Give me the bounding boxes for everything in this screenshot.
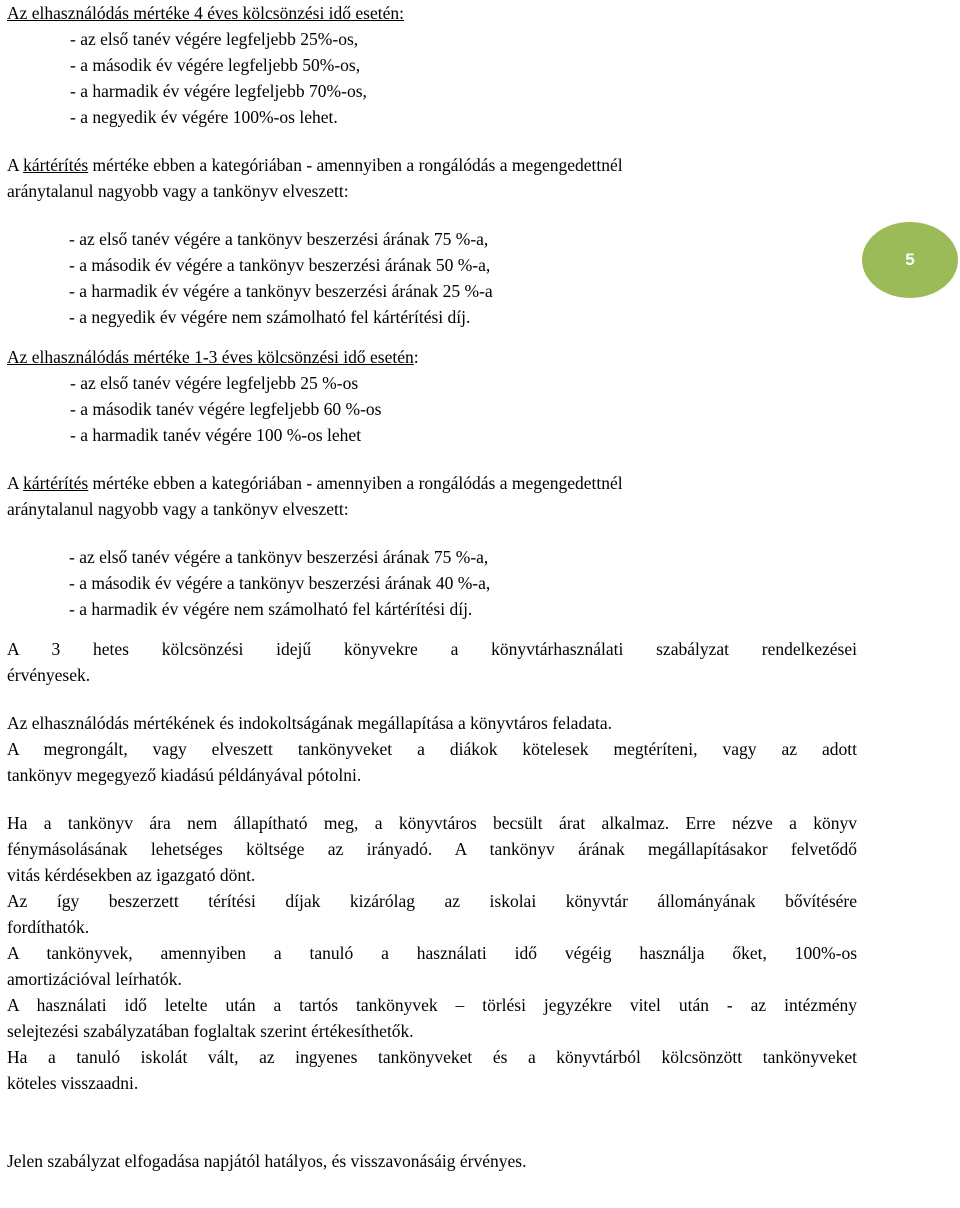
paragraph-damaged-books: A megrongált, vagy elveszett tankönyveket a diákok kötelesek megtéríteni, vagy az adott xyxy=(7,739,857,759)
section2-comp-item-2: - a második év végére a tankönyv beszerzési árának 40 %-a, xyxy=(69,573,491,593)
section1-item-1: - az első tanév végére legfeljebb 25%-os, xyxy=(70,29,359,49)
paragraph-amortization-line1: A tankönyvek, amennyiben a tanuló a használati idő végéig használja őket, 100%-os xyxy=(7,943,857,963)
paragraph-fees-line1: Az így beszerzett térítési díjak kizárólag az iskolai könyvtár állományának bővítésére xyxy=(7,891,857,911)
final-statement: Jelen szabályzat elfogadása napjától hatályos, és visszavonásáig érvényes. xyxy=(7,1151,527,1171)
section2-item-1: - az első tanév végére legfeljebb 25 %-os xyxy=(70,373,359,393)
section2-compensation-line1: A kártérítés mértéke ebben a kategóriában - amennyiben a rongálódás a megengedettnél xyxy=(7,473,623,493)
paragraph-school-change-line1: Ha a tanuló iskolát vált, az ingyenes tankönyveket és a könyvtárból kölcsönzött tankönyveket xyxy=(7,1047,857,1067)
paragraph-durable-line2: selejtezési szabályzatában foglaltak szerint értékesíthetők. xyxy=(7,1021,414,1041)
paragraph-durable-line1: A használati idő letelte után a tartós tankönyvek – törlési jegyzékre vitel után - az intézmény xyxy=(7,995,857,1015)
section2-comp-item-3: - a harmadik év végére nem számolható fel kártérítési díj. xyxy=(69,599,473,619)
section2-comp-item-1: - az első tanév végére a tankönyv beszerzési árának 75 %-a, xyxy=(69,547,489,567)
kartérítés-term: kártérítés xyxy=(23,155,89,175)
kartérítés-term-2: kártérítés xyxy=(23,473,89,493)
paragraph-3-weeks: A 3 hetes kölcsönzési idejű könyvekre a könyvtárhasználati szabályzat rendelkezései xyxy=(7,639,857,659)
section1-heading: Az elhasználódás mértéke 4 éves kölcsönzési idő esetén: xyxy=(7,3,405,23)
section1-comp-item-4: - a negyedik év végére nem számolható fel kártérítési díj. xyxy=(69,307,471,327)
paragraph-damaged-books-end: tankönyv megegyező kiadású példányával pótolni. xyxy=(7,765,362,785)
paragraph-librarian-task: Az elhasználódás mértékének és indokoltságának megállapítása a könyvtáros feladata. xyxy=(7,713,612,733)
section2-compensation-line2: aránytalanul nagyobb vagy a tankönyv elveszett: xyxy=(7,499,349,519)
paragraph-3-weeks-end: érvényesek. xyxy=(7,665,91,685)
paragraph-price-line2: fénymásolásának lehetséges költsége az irányadó. A tankönyv árának megállapításakor felvetődő xyxy=(7,839,857,859)
paragraph-amortization-line2: amortizációval leírhatók. xyxy=(7,969,182,989)
section1-item-4: - a negyedik év végére 100%-os lehet. xyxy=(70,107,338,127)
section1-compensation-line2: aránytalanul nagyobb vagy a tankönyv elveszett: xyxy=(7,181,349,201)
section1-comp-item-1: - az első tanév végére a tankönyv beszerzési árának 75 %-a, xyxy=(69,229,489,249)
document-page xyxy=(7,0,857,1174)
paragraph-school-change-line2: köteles visszaadni. xyxy=(7,1073,139,1093)
section1-item-2: - a második év végére legfeljebb 50%-os, xyxy=(70,55,361,75)
section2-item-2: - a második tanév végére legfeljebb 60 %-os xyxy=(70,399,382,419)
paragraph-price-line1: Ha a tankönyv ára nem állapítható meg, a könyvtáros becsült árat alkalmaz. Erre nézve a könyv xyxy=(7,813,857,833)
paragraph-price-line3: vitás kérdésekben az igazgató dönt. xyxy=(7,865,256,885)
page-number-badge: 5 xyxy=(862,222,958,298)
section2-heading: Az elhasználódás mértéke 1-3 éves kölcsönzési idő esetén: xyxy=(7,347,419,367)
section1-item-3: - a harmadik év végére legfeljebb 70%-os, xyxy=(70,81,367,101)
section1-compensation-line1: A kártérítés mértéke ebben a kategóriában - amennyiben a rongálódás a megengedettnél xyxy=(7,155,623,175)
section2-item-3: - a harmadik tanév végére 100 %-os lehet xyxy=(70,425,362,445)
paragraph-fees-line2: fordíthatók. xyxy=(7,917,90,937)
section1-comp-item-3: - a harmadik év végére a tankönyv beszerzési árának 25 %-a xyxy=(69,281,493,301)
section1-comp-item-2: - a második év végére a tankönyv beszerzési árának 50 %-a, xyxy=(69,255,491,275)
